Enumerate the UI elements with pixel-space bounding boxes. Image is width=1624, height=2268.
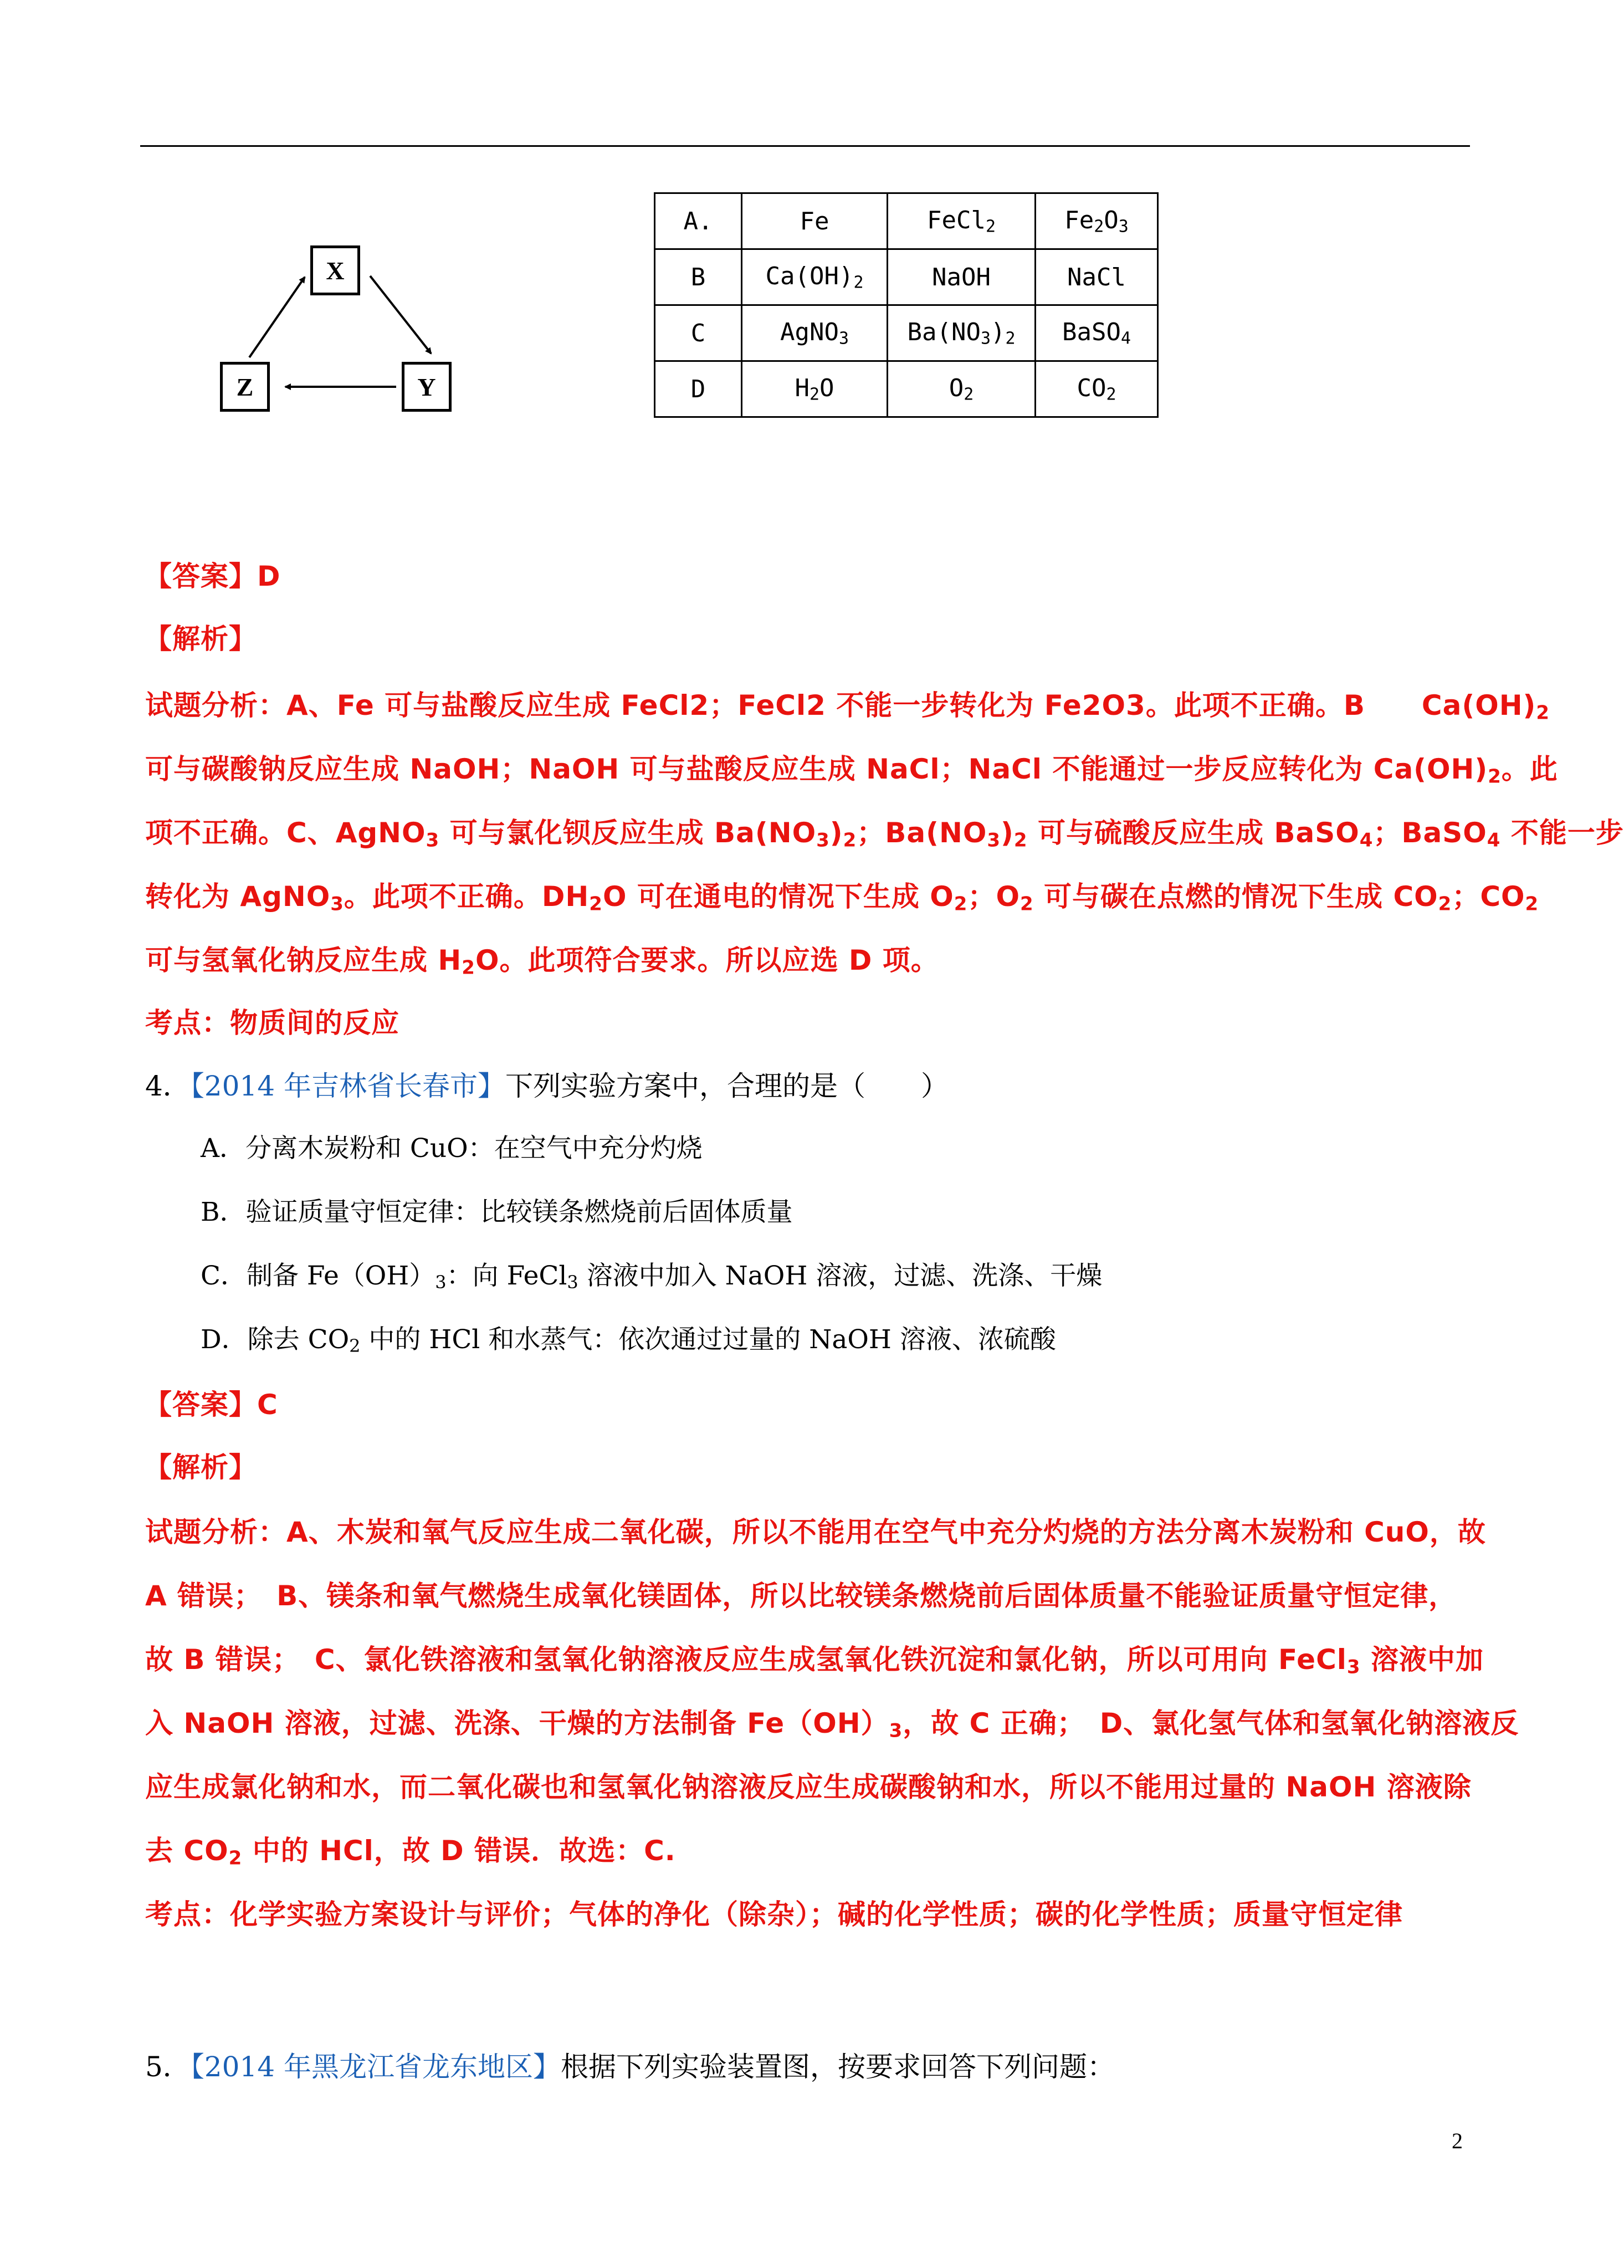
q4-analysis-heading: 【解析】 bbox=[144, 1451, 257, 1483]
option-label-cell: D bbox=[655, 361, 742, 417]
q3-answer: 【答案】D bbox=[144, 560, 281, 592]
table-cell: $CO_2$ bbox=[1036, 361, 1158, 417]
q4-analysis-line: 应生成氯化钠和水，而二氧化碳也和氢氧化钠溶液反应生成碳酸钠和水，所以不能用过量的 NaOH 溶液除 bbox=[145, 1771, 1472, 1803]
conversion-diagram bbox=[211, 233, 477, 421]
q4-analysis-line: 故 B 错误； C、氯化铁溶液和氢氧化钠溶液反应生成氢氧化铁沉淀和氯化钠，所以可用向 FeCl$_3$ 溶液中加 bbox=[145, 1644, 1484, 1678]
q3-analysis-line: 转化为 AgNO$_3$。此项不正确。$DH_2O$ 可在通电的情况下生成 $O_2$；$O_2$ 可与碳在点燃的情况下生成 $CO_2$；$CO_2$ bbox=[145, 880, 1539, 915]
q3-analysis-line: 试题分析：A、Fe 可与盐酸反应生成 FeCl2；FeCl2 不能一步转化为 Fe2O3。此项不正确。B $Ca(OH)_2$ bbox=[145, 689, 1550, 724]
table-cell: NaCl bbox=[1036, 249, 1158, 305]
table-cell: NaOH bbox=[888, 249, 1036, 305]
table-row bbox=[655, 305, 1158, 361]
q4-stem: 下列实验方案中，合理的是（ ） bbox=[505, 1070, 949, 1102]
table-cell: $Ba(NO_3)_2$ bbox=[888, 305, 1036, 361]
table-cell: Fe bbox=[742, 193, 888, 249]
q5-number: 5． bbox=[145, 2051, 191, 2083]
q3-kaodian: 考点：物质间的反应 bbox=[145, 1007, 399, 1039]
option-label-cell: B bbox=[655, 249, 742, 305]
q3-analysis-line: 可与碳酸钠反应生成 NaOH；NaOH 可与盐酸反应生成 NaCl；NaCl 不能通过一步反应转化为 $Ca(OH)_2$。此 bbox=[145, 753, 1558, 788]
option-label-cell: C bbox=[655, 305, 742, 361]
q4-option-b: B．验证质量守恒定律：比较镁条燃烧前后固体质量 bbox=[201, 1197, 793, 1227]
node-z: Z bbox=[220, 362, 270, 412]
q5-stem-line bbox=[145, 2045, 1115, 2085]
q4-option-a: A．分离木炭粉和 CuO：在空气中充分灼烧 bbox=[201, 1133, 703, 1164]
table-cell: $O_2$ bbox=[888, 361, 1036, 417]
q3-analysis-line: 项不正确。C、AgNO$_3$ 可与氯化钡反应生成 $Ba(NO_3)_2$；$Ba(NO_3)_2$ 可与硫酸反应生成 BaSO$_4$；BaSO$_4$ 不能一步 bbox=[145, 817, 1624, 852]
q3-analysis-heading: 【解析】 bbox=[144, 623, 257, 655]
table-cell: BaSO$_4$ bbox=[1036, 305, 1158, 361]
option-label-cell: A. bbox=[655, 193, 742, 249]
q4-answer: 【答案】C bbox=[144, 1389, 278, 1421]
arrow-x-to-y bbox=[370, 276, 431, 354]
q4-analysis-line: A 错误； B、镁条和氧气燃烧生成氧化镁固体，所以比较镁条燃烧前后固体质量不能验证质量守恒定律， bbox=[145, 1580, 1457, 1612]
table-cell: AgNO$_3$ bbox=[742, 305, 888, 361]
table-cell: FeCl$_2$ bbox=[888, 193, 1036, 249]
q4-source: 【2014 年吉林省长春市】 bbox=[190, 1070, 505, 1102]
q4-number: 4． bbox=[145, 1070, 191, 1102]
header-rule bbox=[140, 145, 1470, 147]
table-cell: $Fe_2O_3$ bbox=[1036, 193, 1158, 249]
q4-option-d: D．除去 $CO_2$ 中的 HCl 和水蒸气：依次通过过量的 NaOH 溶液、浓硫酸 bbox=[201, 1324, 1056, 1357]
node-x: X bbox=[310, 245, 360, 295]
table-row bbox=[655, 249, 1158, 305]
q3-analysis-line: 可与氢氧化钠反应生成 $H_2O$。此项符合要求。所以应选 D 项。 bbox=[145, 944, 939, 979]
q5-stem: 根据下列实验装置图，按要求回答下列问题： bbox=[560, 2051, 1115, 2083]
q5-source: 【2014 年黑龙江省龙东地区】 bbox=[190, 2051, 561, 2083]
q4-option-c: C．制备 $Fe(OH)_3$：向 FeCl$_3$ 溶液中加入 NaOH 溶液，过滤、洗涤、干燥 bbox=[201, 1261, 1103, 1293]
node-y: Y bbox=[402, 362, 452, 412]
table-cell: $H_2O$ bbox=[742, 361, 888, 417]
page-number: 2 bbox=[1452, 2128, 1463, 2153]
q4-kaodian: 考点：化学实验方案设计与评价；气体的净化（除杂）；碱的化学性质；碳的化学性质；质量守恒定律 bbox=[145, 1898, 1403, 1931]
arrow-z-to-x bbox=[249, 277, 305, 357]
options-table bbox=[654, 192, 1159, 418]
q4-analysis-line: 试题分析：A、木炭和氧气反应生成二氧化碳，所以不能用在空气中充分灼烧的方法分离木炭粉和 CuO，故 bbox=[145, 1516, 1486, 1548]
q4-analysis-line: 入 NaOH 溶液，过滤、洗涤、干燥的方法制备 $Fe(OH)_3$，故 C 正确； D、氯化氢气体和氢氧化钠溶液反 bbox=[145, 1707, 1519, 1742]
table-cell: $Ca(OH)_2$ bbox=[742, 249, 888, 305]
table-row bbox=[655, 361, 1158, 417]
table-row bbox=[655, 193, 1158, 249]
q4-stem-line bbox=[145, 1064, 949, 1104]
q4-analysis-line: 去 $CO_2$ 中的 HCl，故 D 错误．故选：C. bbox=[145, 1835, 676, 1870]
